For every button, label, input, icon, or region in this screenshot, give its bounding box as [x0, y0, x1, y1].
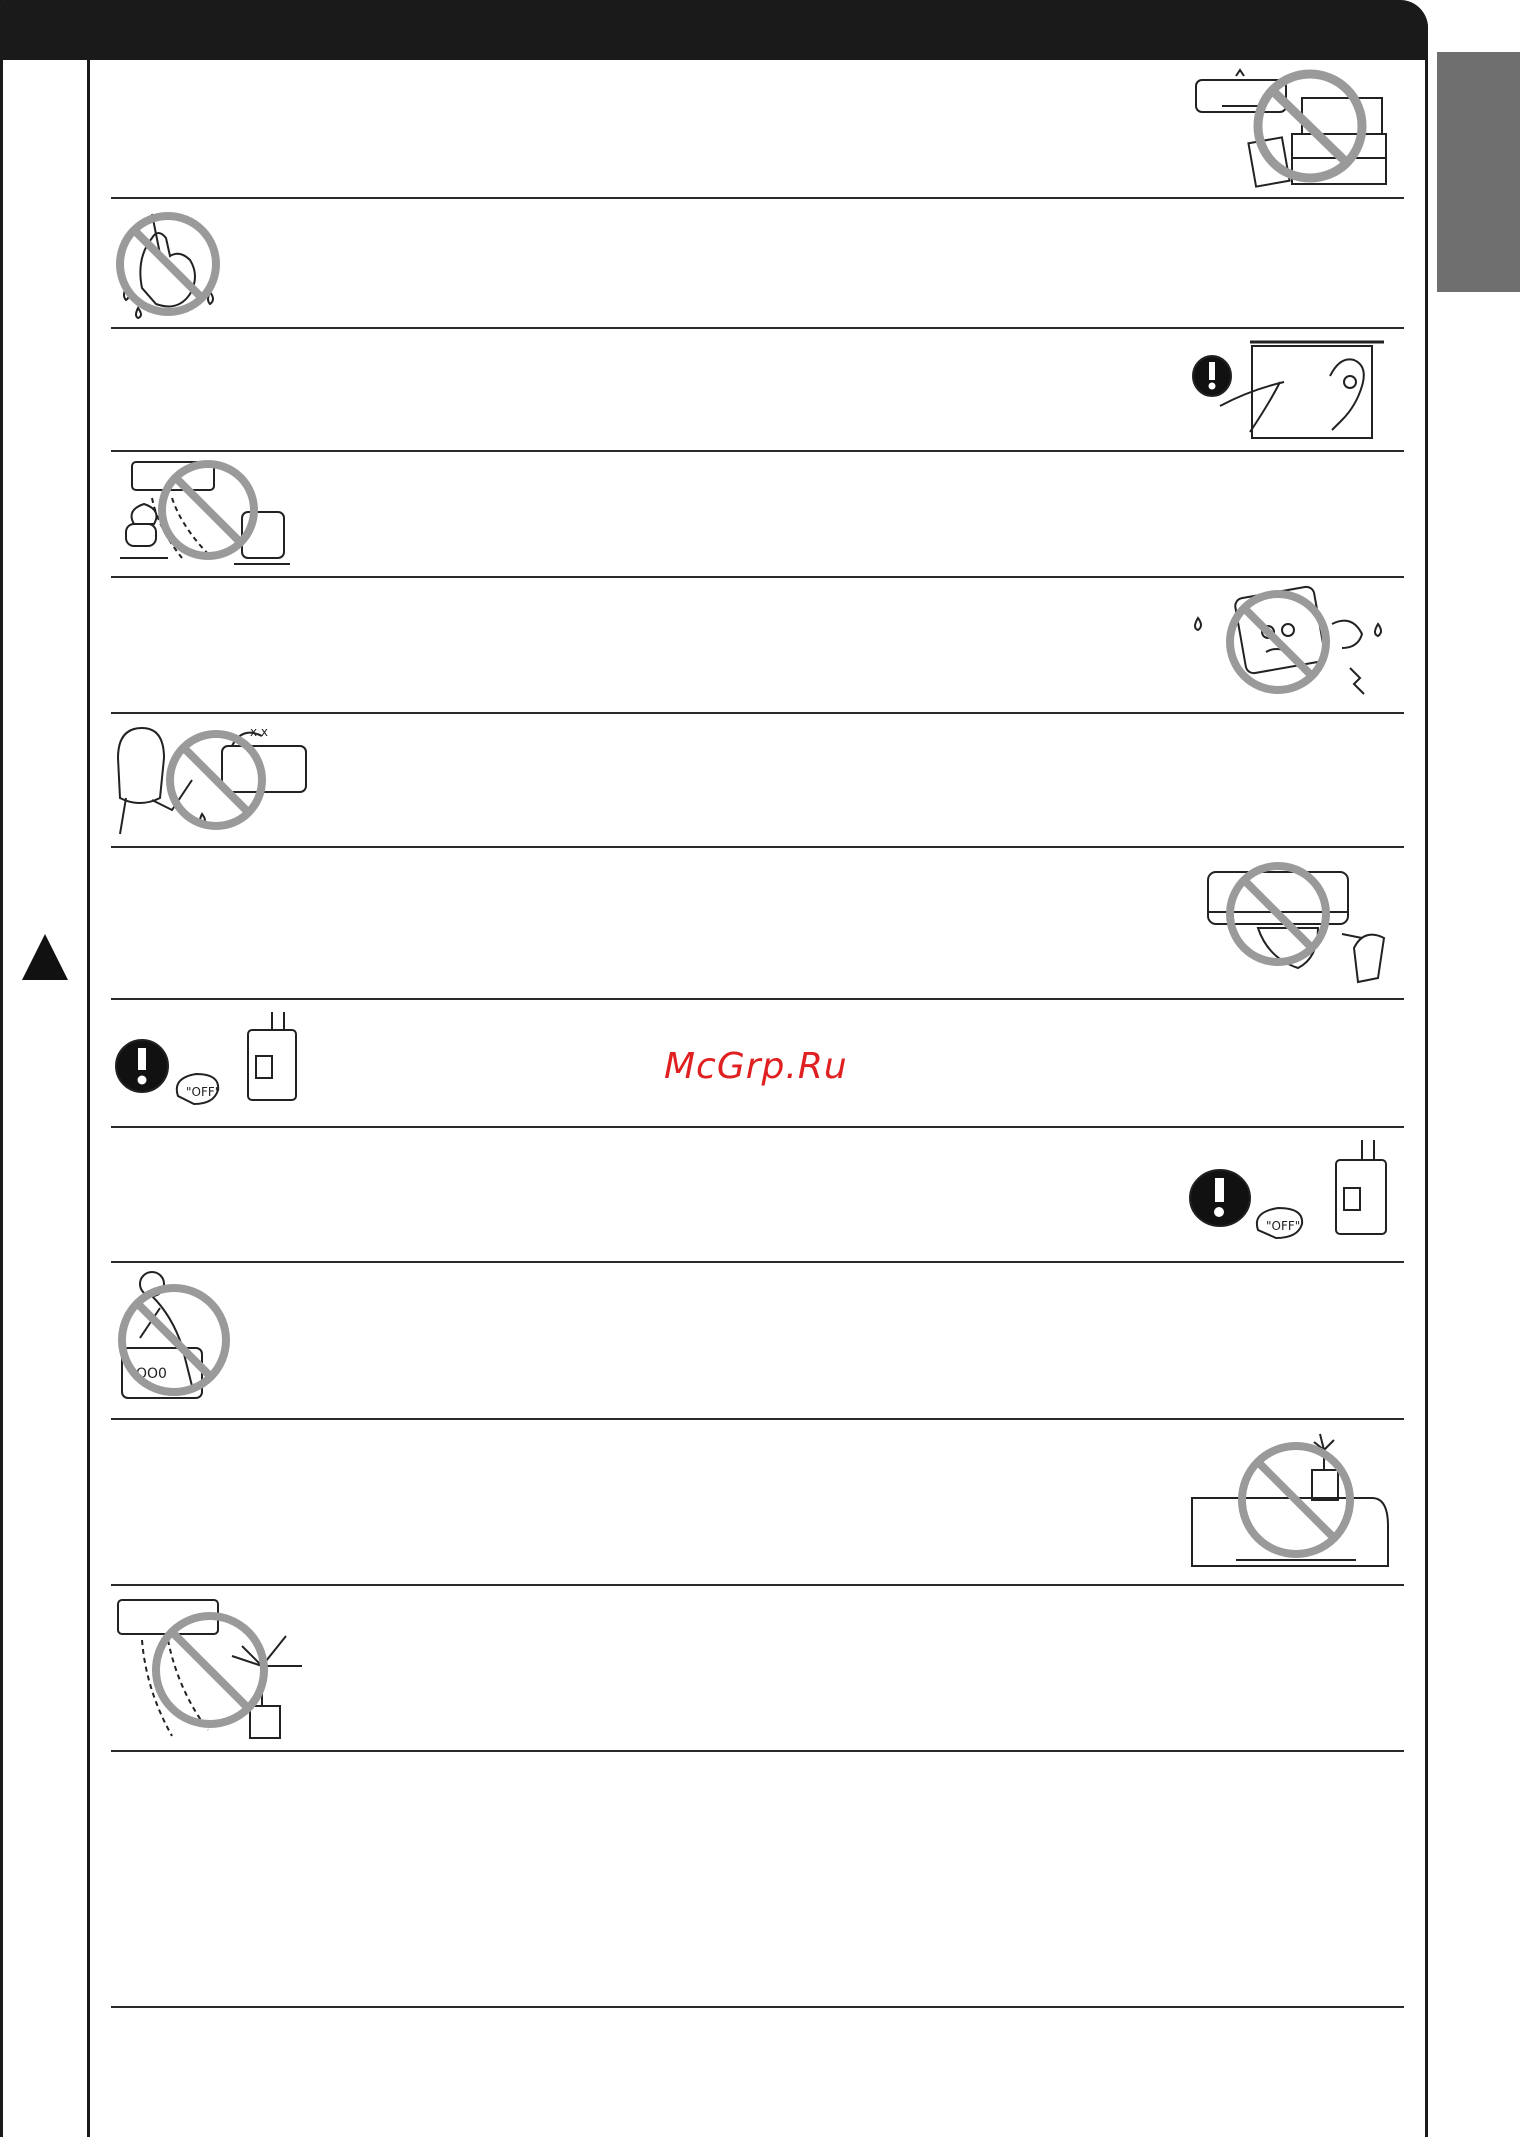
no-wet-hands-icon [112, 208, 228, 320]
row-divider [111, 712, 1404, 714]
watermark-text: McGrp.Ru [664, 1046, 848, 1087]
no-heater-under-unit-icon [112, 458, 294, 570]
svg-text:"OFF": "OFF" [186, 1085, 221, 1099]
switch-off-breaker-icon [1186, 1134, 1392, 1246]
row-divider [111, 2006, 1404, 2008]
row-divider [111, 197, 1404, 199]
no-shock-to-unit-icon [1182, 584, 1392, 708]
row-divider [111, 1261, 1404, 1263]
caution-triangle-icon [20, 932, 70, 982]
no-airflow-on-plants-icon [112, 1596, 322, 1744]
left-column-divider [87, 60, 90, 2137]
row-divider [111, 450, 1404, 452]
side-tab [1437, 52, 1520, 292]
no-climbing-on-unit-icon [112, 1268, 236, 1410]
no-blocking-airflow-icon [1192, 68, 1392, 192]
row-divider [111, 998, 1404, 1000]
row-divider [111, 846, 1404, 848]
no-insecticide-spray-icon [1204, 858, 1394, 990]
switch-off-breaker-icon [112, 1006, 302, 1110]
row-divider [111, 1584, 1404, 1586]
svg-text:x x: x x [250, 725, 269, 739]
row-divider [111, 576, 1404, 578]
no-objects-on-unit-icon [1186, 1428, 1390, 1572]
no-spraying-water-icon [112, 718, 312, 838]
row-divider [111, 1418, 1404, 1420]
row-divider [111, 327, 1404, 329]
row-divider [111, 1750, 1404, 1752]
row-divider [111, 1126, 1404, 1128]
svg-text:OO0: OO0 [136, 1366, 167, 1382]
svg-text:"OFF": "OFF" [1266, 1219, 1301, 1233]
ventilate-room-icon [1190, 336, 1390, 444]
